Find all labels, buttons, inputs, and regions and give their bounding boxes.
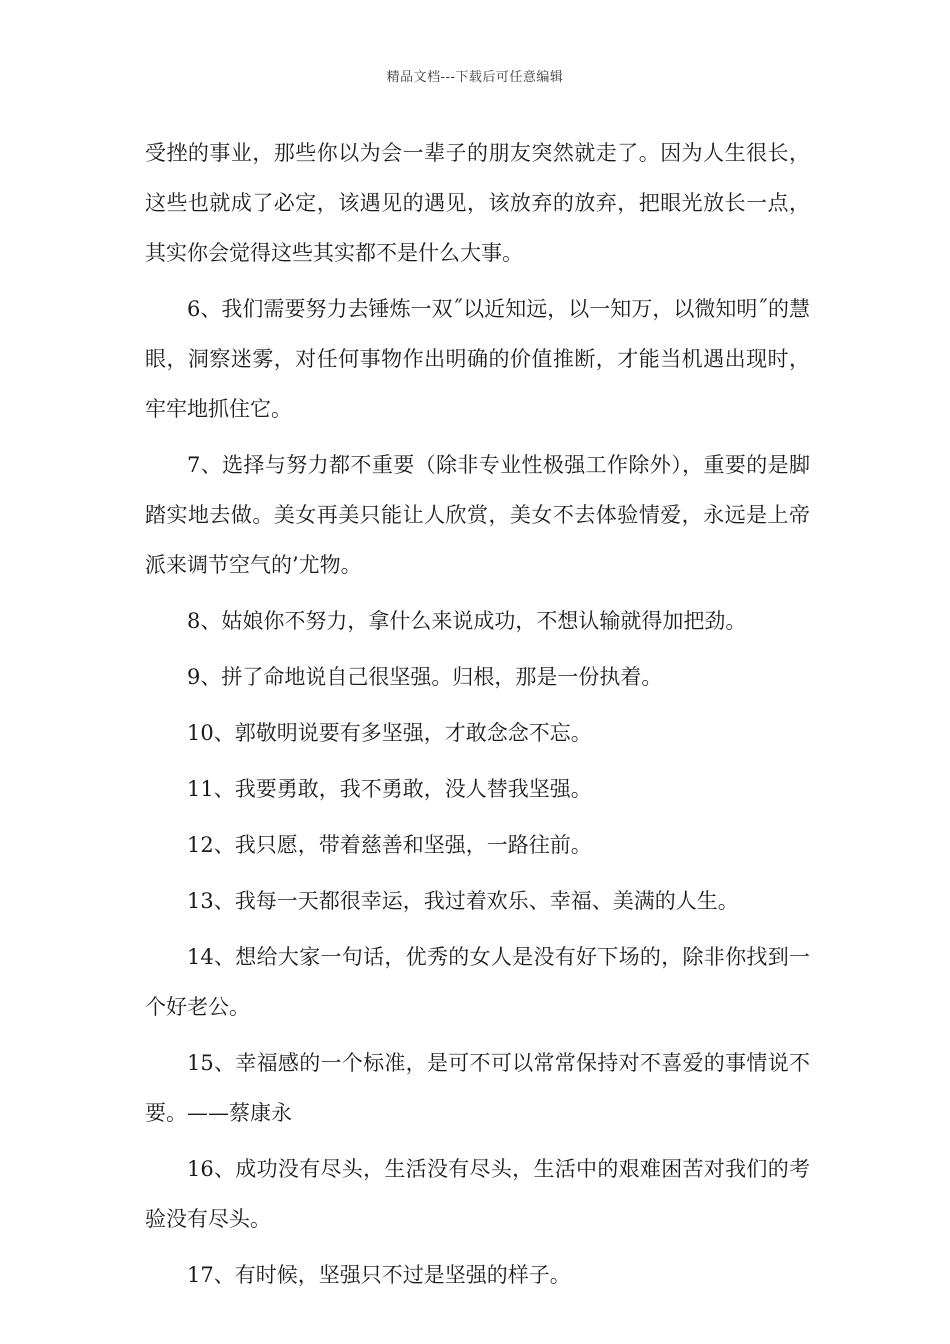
paragraph-item-12: 12、我只愿，带着慈善和坚强，一路往前。 [187, 833, 592, 857]
paragraph-continued: 受挫的事业，那些你以为会一辈子的朋友突然就走了。因为人生很长，这些也就成了必定，该遇见的遇见，该放弃的放弃，把眼光放长一点，其实你会觉得这些其实都不是什么大事。 [145, 141, 810, 265]
document-body [145, 128, 810, 1306]
paragraph-item-17: 17、有时候，坚强只不过是坚强的样子。 [187, 1263, 571, 1287]
paragraph-item-14: 14、想给大家一句话，优秀的女人是没有好下场的，除非你找到一个好老公。 [145, 945, 810, 1019]
paragraph-item-16: 16、成功没有尽头，生活没有尽头，生活中的艰难困苦对我们的考验没有尽头。 [145, 1157, 810, 1231]
paragraph-item-11: 11、我要勇敢，我不勇敢，没人替我坚强。 [187, 777, 592, 801]
paragraph-item-8: 8、姑娘你不努力，拿什么来说成功，不想认输就得加把劲。 [187, 609, 747, 633]
paragraph-item-10: 10、郭敬明说要有多坚强，才敢念念不忘。 [187, 721, 592, 745]
page-header: 精品文档---下载后可任意编辑 [386, 70, 564, 85]
paragraph-item-9: 9、拼了命地说自己很坚强。归根，那是一份执着。 [187, 665, 663, 689]
paragraph-item-15: 15、幸福感的一个标准，是可不可以常常保持对不喜爱的事情说不要。——蔡康永 [145, 1051, 810, 1125]
paragraph-item-6: 6、我们需要努力去锤炼一双˝以近知远，以一知万，以微知明˝的慧眼，洞察迷雾，对任何事物作出明确的价值推断，才能当机遇出现时，牢牢地抓住它。 [145, 297, 810, 421]
paragraph-item-7: 7、选择与努力都不重要（除非专业性极强工作除外），重要的是脚踏实地去做。美女再美只能让人欣赏，美女不去体验情爱，永远是上帝派来调节空气的’尤物。 [145, 453, 810, 577]
paragraph-item-13: 13、我每一天都很幸运，我过着欢乐、幸福、美满的人生。 [187, 889, 739, 913]
